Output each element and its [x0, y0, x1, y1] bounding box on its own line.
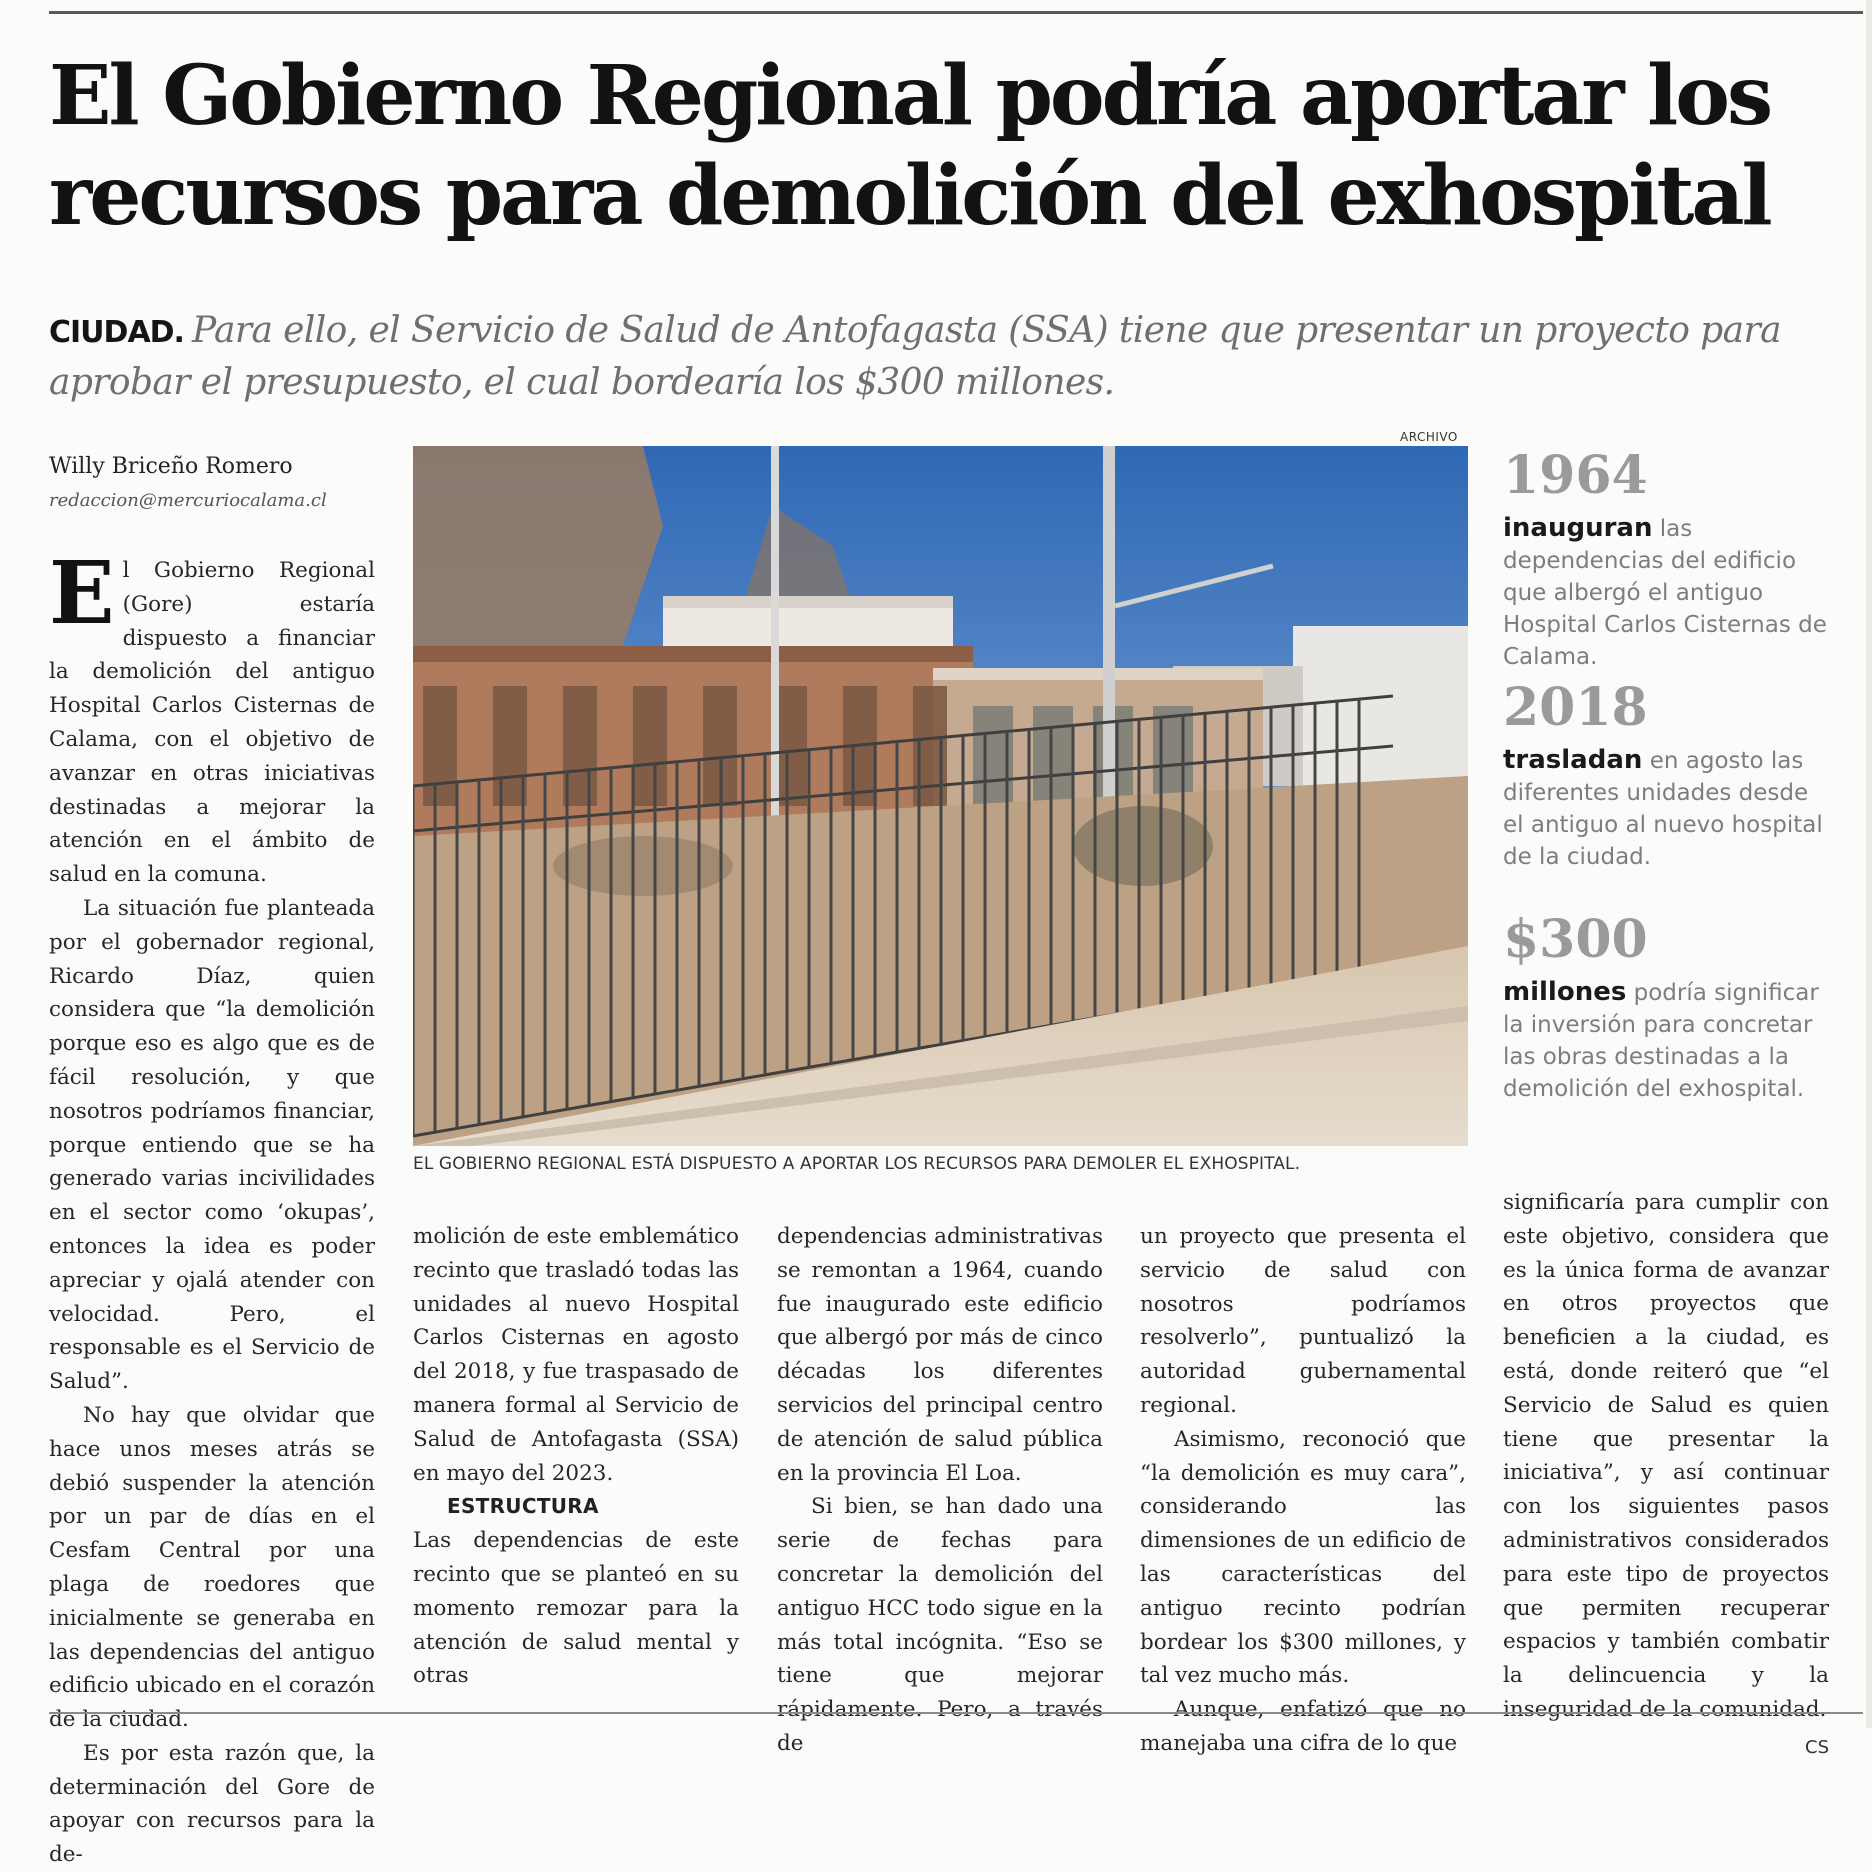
fact-figure: 2018: [1503, 677, 1648, 738]
article-column-5: [1503, 1186, 1829, 1765]
paragraph-1: [49, 543, 375, 892]
author-byline: Willy Briceño Romero: [49, 454, 293, 479]
fact-figure: 1964: [1503, 445, 1648, 506]
top-rule: [49, 11, 1863, 14]
fact-box-2018: [1503, 678, 1833, 873]
paragraph-5-start: Las dependencias de este recinto que se planteó en su momento remozar para la atención de salud mental y otras: [413, 1528, 739, 1689]
bottom-rule: [49, 1712, 1863, 1714]
article-column-4: [1140, 1220, 1466, 1761]
drop-cap: E: [49, 543, 115, 644]
fact-lead-word: millones: [1503, 977, 1627, 1007]
paragraph-4-start: Es por esta razón que, la determinación del Gore de apoyar con recursos para la de-: [49, 1740, 375, 1868]
fact-text: [1503, 744, 1833, 873]
paragraph-6-start: Si bien, se han dado una serie de fechas para concretar la demolición del antiguo HCC todo sigue en la más total incógnita. “Eso se tiene que mejorar rápidamente. Pero, a través de: [777, 1494, 1103, 1756]
fact-lead-word: inauguran: [1503, 513, 1653, 543]
article-column-1: [49, 543, 375, 1872]
subhead-estructura: ESTRUCTURA: [447, 1494, 599, 1519]
paragraph-6-continued: un proyecto que presenta el servicio de salud con nosotros podríamos resolverlo”, puntualizó la autoridad gubernamental regional.: [1140, 1224, 1466, 1418]
paragraph-4-continued: molición de este emblemático recinto que trasladó todas las unidades al nuevo Hospital Carlos Cisternas en agosto del 2018, y fue traspasado de manera formal al Servicio de Salud de Antofagasta (SSA) en mayo del 2023.: [413, 1224, 739, 1486]
fact-box-1964: [1503, 446, 1833, 673]
fact-body: en agosto las diferentes unidades desde el antiguo al nuevo hospital de la ciudad.: [1503, 748, 1823, 870]
article-column-2: [413, 1220, 739, 1693]
hospital-photo: [413, 446, 1468, 1146]
author-email: redaccion@mercuriocalama.cl: [49, 490, 327, 511]
paragraph-8-start: Aunque, enfatizó que no manejaba una cifra de lo que: [1140, 1697, 1466, 1756]
section-kicker: CIUDAD.: [49, 315, 184, 350]
fact-text: [1503, 976, 1833, 1105]
fact-body: las dependencias del edificio que albergó el antiguo Hospital Carlos Cisternas de Calama.: [1503, 516, 1827, 670]
headline-line-2: recursos para demolición del exhospital: [49, 148, 1770, 244]
end-of-article-mark: CS: [1805, 1736, 1829, 1758]
fact-figure: $300: [1503, 909, 1648, 970]
deck: [49, 306, 1839, 408]
paragraph-2: La situación fue planteada por el gobernador regional, Ricardo Díaz, quien considera que “la demolición porque eso es algo que es de fácil resolución, y que nosotros podríamos financiar, porque entiendo que se ha generado varias incivilidades en el sector como ‘okupas’, entonces la idea es poder apreciar y ojalá atender con velocidad. Pero, el responsable es el Servicio de Salud”.: [49, 895, 375, 1395]
paragraph-8-continued: [1503, 1186, 1829, 1758]
paragraph-7: Asimismo, reconoció que “la demolición es muy cara”, considerando las dimensiones de un edificio de las características del antiguo recinto podrían bordear los $300 millones, y tal vez mucho más.: [1140, 1426, 1466, 1689]
headline: [49, 46, 1849, 246]
paragraph-5-continued: dependencias administrativas se remontan a 1964, cuando fue inaugurado este edificio que albergó por más de cinco décadas los diferentes servicios del principal centro de atención de salud pública en la provincia El Loa.: [777, 1224, 1103, 1486]
headline-line-1: El Gobierno Regional podría aportar los: [49, 48, 1771, 144]
page-edge: [1866, 0, 1872, 1728]
photo-caption: EL GOBIERNO REGIONAL ESTÁ DISPUESTO A APORTAR LOS RECURSOS PARA DEMOLER EL EXHOSPITAL.: [413, 1154, 1301, 1174]
article-column-3: [777, 1220, 1103, 1761]
paragraph-3: No hay que olvidar que hace unos meses atrás se debió suspender la atención por un par de días en el Cesfam Central por una plaga de roedores que inicialmente se generaba en las dependencias del antiguo edificio ubicado en el corazón de la ciudad.: [49, 1402, 375, 1733]
deck-text: Para ello, el Servicio de Salud de Antofagasta (SSA) tiene que presentar un proyecto para aprobar el presupuesto, el cual bordearía los $300 millones.: [49, 310, 1781, 403]
paragraph-8-text: significaría para cumplir con este objetivo, considera que es la única forma de avanzar en otros proyectos que beneficien a la ciudad, es está, donde reiteró que “el Servicio de Salud es quien tiene que presentar la iniciativa”, y así continuar con los siguientes pasos administrativos considerados para este tipo de proyectos que permiten recuperar espacios y también combatir la delincuencia y la inseguridad de la comunidad.: [1503, 1190, 1829, 1722]
paragraph-1-text: l Gobierno Regional (Gore) estaría dispuesto a financiar la demolición del antiguo Hospital Carlos Cisternas de Calama, con el objetivo de avanzar en otras iniciativas destinadas a mejorar la atención en el ámbito de salud en la comuna.: [49, 558, 375, 888]
fact-lead-word: trasladan: [1503, 745, 1643, 775]
fact-text: [1503, 512, 1833, 673]
fact-box-300-millones: [1503, 910, 1833, 1105]
fact-body: podría significar la inversión para concretar las obras destinadas a la demolición del exhospital.: [1503, 980, 1819, 1102]
photo-credit: ARCHIVO: [1400, 430, 1458, 444]
